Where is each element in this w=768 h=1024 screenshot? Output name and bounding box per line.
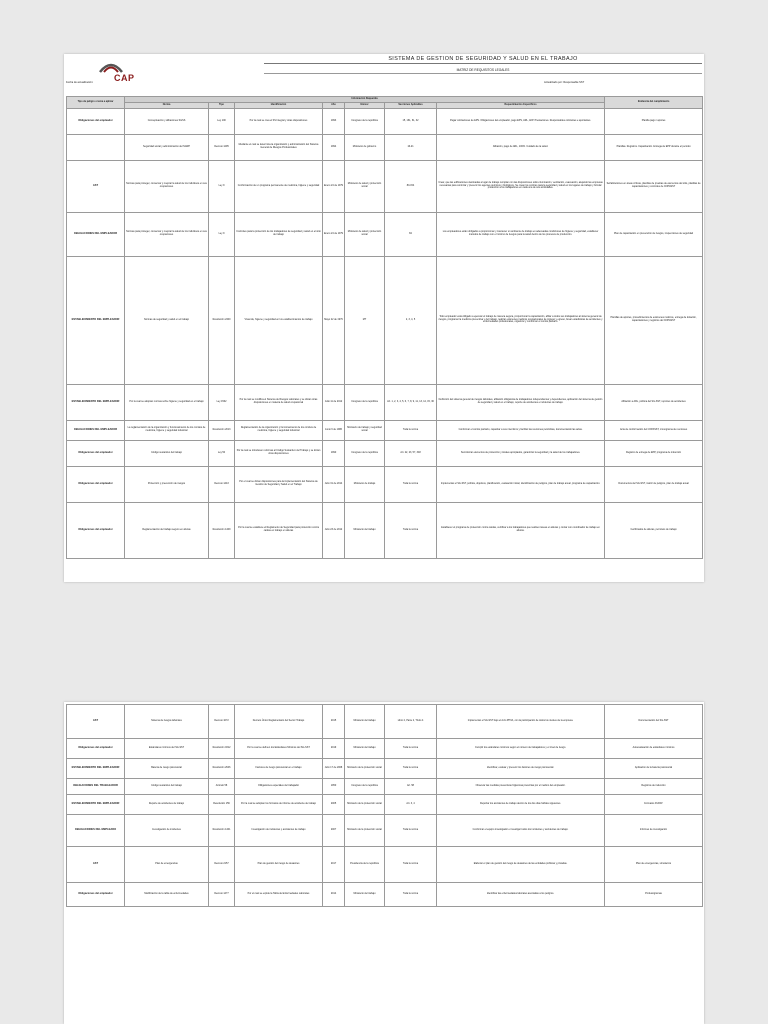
cell-hazard: OBLIGACIONES DEL TRABAJADOR	[67, 779, 125, 795]
cell-norma: Batería de riesgo psicosocial	[125, 759, 209, 779]
cell-anio: 2007	[323, 815, 345, 847]
cell-tipo: Decreto 1443	[209, 466, 235, 502]
col-evidencia: Evidencia del cumplimiento	[605, 97, 703, 109]
cell-anio: Julio 23 de 2012	[323, 502, 345, 558]
cell-norma: Sistema de riesgos laborales	[125, 705, 209, 739]
cell-norma: Conceptuación y afiliaciones SGSS	[125, 108, 209, 134]
cell-evidencia: Aplicación de la batería psicosocial	[605, 759, 703, 779]
cell-requisitos: Reportar los accidentes de trabajo dentro de los dos días hábiles siguientes.	[437, 795, 605, 815]
cell-evidencia: Informes de investigación	[605, 815, 703, 847]
cell-emisor: Ministerio de la protección social	[345, 815, 385, 847]
cell-emisor: Ministerio del trabajo	[345, 705, 385, 739]
cell-hazard: Obligaciones del empleador	[67, 739, 125, 759]
cell-requisitos: Los empleadores están obligados a proporcionar y mantener un ambiente de trabajo en adecuadas condiciones de higiene y seguridad, establecer métodos de trabajo con el mínimo de riesgos para la salud dentro de los procesos de producción.	[437, 212, 605, 256]
cell-requisitos: Implementar el SG-SST, política, objetivos, planificación, evaluación inicial, identificación de peligros, plan de trabajo anual, programa de capacitación.	[437, 466, 605, 502]
cell-evidencia: Planillas. Registros. Capacitación. Entrega de EPP durante el período	[605, 134, 703, 160]
cell-tipo: Resolución 156	[209, 795, 235, 815]
cell-requisitos: Identificar las enfermedades laborales asociadas a los peligros.	[437, 883, 605, 907]
cell-hazard: AST	[67, 160, 125, 212]
cell-requisitos: Afiliación, pago de ARL, 100%. Cuidado de la salud.	[437, 134, 605, 160]
cell-norma: Investigación de incidentes	[125, 815, 209, 847]
updated-by: Actualizado por: Responsable SST	[544, 81, 585, 84]
table-row	[67, 384, 703, 420]
cell-tipo: Artículo 58	[209, 779, 235, 795]
cell-norma: Protección y prevención de riesgos	[125, 466, 209, 502]
cell-anio: Enero 24 de 1979	[323, 212, 345, 256]
cell-emisor: Ministerio de la protección social	[345, 759, 385, 779]
cell-anio: Julio 17 de 2008	[323, 759, 345, 779]
cell-identificacion: Reglamentación de la organización y funcionamiento de los comités de medicina, higiene y seguridad industrial	[235, 420, 323, 440]
cell-tipo: Resolución 1409	[209, 502, 235, 558]
cell-anio: Enero 24 de 1979	[323, 160, 345, 212]
col-hazard: Tipo de peligro o tema a aplicar	[67, 97, 125, 109]
cell-anio: Julio 11 de 2012	[323, 384, 345, 420]
cell-secciones: Toda la norma	[385, 847, 437, 883]
cell-secciones: 16-21	[385, 134, 437, 160]
cell-identificacion: Por la cual se introducen reformas al Código Sustantivo del Trabajo y se dictan otras disposiciones	[235, 440, 323, 466]
cell-emisor: Congreso de la república	[345, 108, 385, 134]
cell-secciones: Toda la norma	[385, 466, 437, 502]
cell-identificacion: Por la cual se adoptan los formatos de informe de accidente de trabajo	[235, 795, 323, 815]
cell-identificacion: Controles para la protección de los trabajadores de seguridad y salud en el sitio de trabajo	[235, 212, 323, 256]
cell-evidencia: Certificados de alturas, permisos de trabajo	[605, 502, 703, 558]
cell-identificacion: Decreto Único Reglamentario del Sector Trabajo	[235, 705, 323, 739]
logo-text: CAP	[114, 73, 135, 83]
cell-emisor: Congreso de la república	[345, 779, 385, 795]
legal-requirements-table	[66, 96, 703, 559]
cell-emisor: Ministerio del trabajo	[345, 502, 385, 558]
cell-emisor: Presidencia de la república	[345, 847, 385, 883]
cell-requisitos: Establecer el programa de protección contra caídas, certificar a los trabajadores que realicen tareas en alturas y contar con coordinador de trabajo en alturas.	[437, 502, 605, 558]
col-norma: Norma	[125, 102, 209, 108]
cell-hazard: ESTABLECIMIENTO DEL EMPLEADOR	[67, 384, 125, 420]
cell-requisitos: Observar las medidas preventivas higiénicas prescritas por el médico del empleador.	[437, 779, 605, 795]
cell-evidencia: Autoevaluación de estándares mínimos	[605, 739, 703, 759]
cell-hazard: OBLIGACIONES DEL EMPLEADOR	[67, 420, 125, 440]
table-row	[67, 440, 703, 466]
table-row	[67, 134, 703, 160]
cell-norma: Normas para proteger, conservar y mejorar la salud de los individuos en sus ocupaciones	[125, 160, 209, 212]
cell-anio: Mayo 22 de 1979	[323, 256, 345, 384]
cell-norma: Plan de emergencias	[125, 847, 209, 883]
table-row	[67, 108, 703, 134]
table-body-page-2	[67, 705, 703, 907]
cell-requisitos: Implementar el SG-SST bajo el ciclo PHVA, con la participación de todos los niveles de la empresa.	[437, 705, 605, 739]
cell-hazard: OBLIGACIONES DEL EMPLEADOR	[67, 212, 125, 256]
cell-secciones: 15, 161, 61, 32	[385, 108, 437, 134]
cell-emisor: MT	[345, 256, 385, 384]
cell-tipo: Ley 9	[209, 160, 235, 212]
cell-tipo: Decreto 1295	[209, 134, 235, 160]
matrix-title: MATRIZ DE REQUISITOS LEGALES	[264, 68, 702, 74]
cell-identificacion: Por la cual se establece el Reglamento de Seguridad para protección contra caídas en trabajo en alturas	[235, 502, 323, 558]
cell-identificacion: Por la cual se definen los Estándares Mínimos del SG-SST	[235, 739, 323, 759]
cell-secciones: Toda la norma	[385, 420, 437, 440]
cell-secciones: Art. 58	[385, 779, 437, 795]
cell-requisitos: Crear, que las edificaciones destinadas a lugar de trabajo cumplan con las disposiciones sobre iluminación, ventilación, evacuación, alejando las empresas necesarias para controlar y prevenir los agentes químicos y biológicos. Se crean los comités para la seguridad y salud en los lugares de trabajo y brindar protección a los trabajadores en cada una de sus actividades.	[437, 160, 605, 212]
update-date-label: Fecha de actualización:	[66, 81, 94, 84]
col-group-required-info: Información Requerida	[125, 97, 605, 103]
cell-hazard: OBLIGACIONES DEL EMPLEADO	[67, 815, 125, 847]
cell-anio: 1994	[323, 134, 345, 160]
cell-identificacion: Factores de riesgo psicosocial en el trabajo	[235, 759, 323, 779]
cell-requisitos: Elaborar el plan de gestión del riesgo de desastres de las entidades públicas y privadas.	[437, 847, 605, 883]
cell-norma: Normas de seguridad y salud en el trabajo	[125, 256, 209, 384]
col-requisitos: Requerimientos Específicos	[437, 102, 605, 108]
cell-emisor: Ministerio del trabajo	[345, 739, 385, 759]
cell-identificacion: Investigación de incidentes y accidentes de trabajo	[235, 815, 323, 847]
cell-anio: 1993	[323, 108, 345, 134]
cell-tipo: Resolución 1401	[209, 815, 235, 847]
cell-identificacion: Por la cual se modifica el Sistema de Riesgos Laborales y se dictan otras disposiciones en materia de salud ocupacional	[235, 384, 323, 420]
cell-emisor: Ministerio de la protección social	[345, 795, 385, 815]
table-row	[67, 795, 703, 815]
cell-tipo: Ley 50	[209, 440, 235, 466]
cell-identificacion: Por el cual se dictan disposiciones para la implementación del Sistema de Gestión de Seguridad y Salud en el Trabajo	[235, 466, 323, 502]
document-page-1	[64, 54, 704, 582]
cell-identificacion: Obligaciones especiales del trabajador	[235, 779, 323, 795]
cell-requisitos: Identificar, evaluar y prevenir los factores de riesgo psicosocial.	[437, 759, 605, 779]
cell-secciones: 2, 3, 4, 5	[385, 256, 437, 384]
cell-secciones: Toda la norma	[385, 883, 437, 907]
table-row	[67, 256, 703, 384]
cell-norma: La reglamentación de la organización y funcionamiento de los comités de medicina, higiene y seguridad industrial	[125, 420, 209, 440]
cell-hazard: Obligaciones del empleador	[67, 883, 125, 907]
col-emisor: Emisor	[345, 102, 385, 108]
cell-secciones: Toda la norma	[385, 502, 437, 558]
cell-anio: 2014	[323, 883, 345, 907]
cell-identificacion: Mediante el cual se determina la organización y administración del Sistema General de Riesgos Profesionales	[235, 134, 323, 160]
col-identificacion: Identificación	[235, 102, 323, 108]
cell-secciones: 84	[385, 212, 437, 256]
document-header	[64, 54, 704, 96]
cell-anio: 1990	[323, 440, 345, 466]
table-row	[67, 815, 703, 847]
cell-hazard: Obligaciones del empleador	[67, 466, 125, 502]
cell-norma: Seguridad social y administración del SGRP	[125, 134, 209, 160]
cell-emisor: Ministerio de trabajo y seguridad social	[345, 420, 385, 440]
cell-evidencia: Documentación del SG-SST	[605, 705, 703, 739]
cell-emisor: Ministerio del trabajo	[345, 883, 385, 907]
cell-evidencia: Plan de emergencias, simulacros	[605, 847, 703, 883]
table-row	[67, 466, 703, 502]
cell-norma: Código sustantivo del trabajo	[125, 779, 209, 795]
cell-anio: Julio 31 de 2014	[323, 466, 345, 502]
cell-requisitos: Todo empleador está obligado a ejecutar el trabajo de manera segura, proporcionar la capacitación, afiliar a todos sus trabajadores al sistema general de riesgos, programar la medicina preventiva y del trabajo, realizar exámenes médicos ocupacionales de ingreso y egreso, llevar estadísticas de accidentes y enfermedades profesionales, organizar y conformar el comité paritario.	[437, 256, 605, 384]
cell-secciones: Toda la norma	[385, 739, 437, 759]
cell-tipo: Resolución 0312	[209, 739, 235, 759]
cell-emisor: Ministerio de gobierno	[345, 134, 385, 160]
cell-tipo: Decreto 2157	[209, 847, 235, 883]
cell-evidencia: Profesiogramas	[605, 883, 703, 907]
cell-identificacion: Plan de gestión del riesgo de desastres	[235, 847, 323, 883]
cell-requisitos: Pagar cotizaciones de EPS. Obligaciones del empleador, pago EPS, ARL, AFP. Prestaciones. Responsables cotizantes e aportantes.	[437, 108, 605, 134]
cell-evidencia: Afiliación a ARL, política del SG-SST, reportes de accidentes	[605, 384, 703, 420]
cell-tipo: Ley 1562	[209, 384, 235, 420]
cell-tipo: Resolución 2013	[209, 420, 235, 440]
cell-evidencia: Plan de capacitación en prevención de riesgos, inspecciones de seguridad	[605, 212, 703, 256]
cell-tipo: Ley 100	[209, 108, 235, 134]
cell-evidencia: Planilla pago / aportes	[605, 108, 703, 134]
cell-anio: 2015	[323, 705, 345, 739]
cell-anio: 1950	[323, 779, 345, 795]
cell-requisitos: Definición del sistema general de riesgos laborales, afiliación obligatoria de trabajadores independientes y dependientes, aplicación del sistema de gestión de seguridad y salud en el trabajo, reporte de accidentes e incidentes de trabajo.	[437, 384, 605, 420]
cell-emisor: Ministerio de trabajo	[345, 466, 385, 502]
col-tipo: Tipo	[209, 102, 235, 108]
cell-secciones: 80-154	[385, 160, 437, 212]
cell-hazard: AST	[67, 847, 125, 883]
cell-emisor: Congreso de la república	[345, 440, 385, 466]
cell-anio: Junio 6 de 1986	[323, 420, 345, 440]
cell-secciones: Art. 3, 4	[385, 795, 437, 815]
cell-tipo: Decreto 1477	[209, 883, 235, 907]
cell-evidencia: Registros de inducción	[605, 779, 703, 795]
system-title: SISTEMA DE GESTION DE SEGURIDAD Y SALUD EN EL TRABAJO	[264, 56, 702, 64]
legal-requirements-table-continued	[66, 704, 703, 907]
cell-tipo: Resolución 2646	[209, 759, 235, 779]
cell-evidencia: Señalizaciones en áreas críticas, planillas de pruebas de elementos del sitio, planillas de capacitaciones y controles de COPASST	[605, 160, 703, 212]
cell-emisor: Ministerio de salud y protección social	[345, 212, 385, 256]
cell-identificacion: Conformación de un programa permanente de medicina, higiene y seguridad	[235, 160, 323, 212]
cell-secciones: Art. 22, 23, 57, 348	[385, 440, 437, 466]
cell-requisitos: Conformar el equipo investigador e investigar todos los incidentes y accidentes de trabajo.	[437, 815, 605, 847]
document-page-2	[64, 702, 704, 1024]
cell-evidencia: Acta de conformación del COPASST, cronograma de reuniones	[605, 420, 703, 440]
table-body-page-1	[67, 108, 703, 558]
cell-hazard: AST	[67, 705, 125, 739]
cell-norma: Normas para proteger, conservar y mejorar la salud de los individuos en sus ocupaciones	[125, 212, 209, 256]
table-row	[67, 779, 703, 795]
cell-tipo: Decreto 1072	[209, 705, 235, 739]
cell-secciones: Libro 2, Parte 2, Título 4	[385, 705, 437, 739]
table-row	[67, 420, 703, 440]
cell-emisor: Congreso de la república	[345, 384, 385, 420]
table-row	[67, 759, 703, 779]
table-row	[67, 212, 703, 256]
cell-identificacion: Por el cual se expide la Tabla de Enfermedades Laborales	[235, 883, 323, 907]
cell-tipo: Ley 9	[209, 212, 235, 256]
cell-hazard	[67, 134, 125, 160]
cell-hazard: Obligaciones del empleador	[67, 502, 125, 558]
cell-secciones: Toda la norma	[385, 759, 437, 779]
cell-identificacion: Vivienda, higiene y seguridad en los establecimientos de trabajo	[235, 256, 323, 384]
cell-hazard: ESTABLECIMIENTO DEL EMPLEADOR	[67, 795, 125, 815]
col-anio: Año	[323, 102, 345, 108]
cell-norma: Reglamentación del trabajo seguro en alturas	[125, 502, 209, 558]
cell-hazard: ESTABLECIMIENTO DEL EMPLEADOR	[67, 759, 125, 779]
table-row	[67, 883, 703, 907]
cell-hazard: Obligaciones del empleador	[67, 108, 125, 134]
table-row	[67, 705, 703, 739]
cell-norma: Por la cual se adoptan normas sobre higiene y seguridad en el trabajo	[125, 384, 209, 420]
cell-requisitos: Cumplir los estándares mínimos según el número de trabajadores y el nivel de riesgo.	[437, 739, 605, 759]
company-logo	[82, 56, 140, 90]
cell-anio: 2019	[323, 739, 345, 759]
table-row	[67, 502, 703, 558]
cell-norma: Código sustantivo del trabajo	[125, 440, 209, 466]
col-secciones: Secciones Aplicables	[385, 102, 437, 108]
cell-identificacion: Por la cual se crea el SS Integral y otras disposiciones	[235, 108, 323, 134]
cell-evidencia: Documentos del SG-SST, matriz de peligros, plan de trabajo anual	[605, 466, 703, 502]
cell-evidencia: Formatos FURAT	[605, 795, 703, 815]
cell-norma: Reporte de accidentes de trabajo	[125, 795, 209, 815]
cell-secciones: Toda la norma	[385, 815, 437, 847]
cell-emisor: Ministerio de salud y protección social	[345, 160, 385, 212]
cell-requisitos: Conformar el comité paritario, capacitar a sus miembros y facilitar las reuniones periódicas, documentando las actas.	[437, 420, 605, 440]
cell-tipo: Resolución 2400	[209, 256, 235, 384]
cell-anio: 2017	[323, 847, 345, 883]
cell-evidencia: Planillas de aportes, procedimientos de exámenes médicos, entrega de dotación, capacitaciones y registros del COPASST	[605, 256, 703, 384]
cell-secciones: Art. 1, 2, 3, 4, 5, 6, 7, 8, 9, 11, 13, 14, 15, 30	[385, 384, 437, 420]
cell-requisitos: Suministrar elementos de protección y locales apropiados, garantizar la seguridad y la salud de los trabajadores.	[437, 440, 605, 466]
cell-anio: 2005	[323, 795, 345, 815]
cell-hazard: Obligaciones del empleador	[67, 440, 125, 466]
table-row	[67, 160, 703, 212]
cell-evidencia: Registro de entrega de EPP, programa de inducción	[605, 440, 703, 466]
table-row	[67, 739, 703, 759]
table-row	[67, 847, 703, 883]
cell-norma: Modificación de la tabla de enfermedades	[125, 883, 209, 907]
cell-norma: Estándares mínimos del SG-SST	[125, 739, 209, 759]
cell-hazard: ESTABLECIMIENTO DEL EMPLEADOR	[67, 256, 125, 384]
